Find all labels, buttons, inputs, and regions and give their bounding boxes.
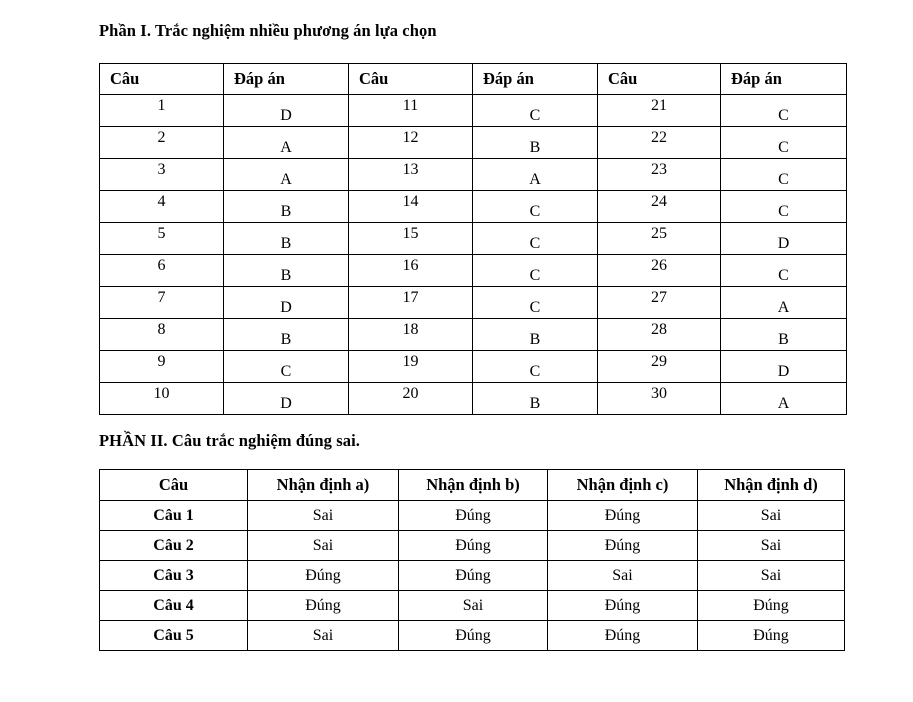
table-row [100, 159, 847, 191]
answer-letter [473, 127, 598, 159]
answer-letter [473, 223, 598, 255]
verdict-d: Sai [698, 501, 845, 531]
verdict-c: Đúng [548, 531, 698, 561]
header-answer-1: Đáp án [224, 64, 349, 95]
verdict-c: Đúng [548, 501, 698, 531]
answer-letter [473, 287, 598, 319]
verdict-d: Sai [698, 531, 845, 561]
answer-letter [473, 255, 598, 287]
question-number [598, 287, 721, 319]
answer-letter-text: C [529, 267, 541, 284]
question-number [100, 223, 224, 255]
verdict-c: Đúng [548, 621, 698, 651]
verdict-c: Đúng [548, 591, 698, 621]
answer-letter-text: C [529, 203, 541, 220]
answer-letter-text: B [280, 235, 292, 252]
question-number-text: 22 [651, 129, 667, 146]
question-number-text: 8 [157, 321, 166, 338]
header-statement-b: Nhận định b) [399, 470, 548, 501]
answer-letter-text: C [778, 203, 789, 220]
question-number [100, 191, 224, 223]
answer-letter [224, 383, 349, 415]
question-number-text: 26 [651, 257, 667, 274]
question-number-text: 11 [402, 97, 419, 114]
question-number [100, 159, 224, 191]
question-number-text: 16 [402, 257, 419, 274]
table-row [100, 351, 847, 383]
question-number [598, 159, 721, 191]
question-label: Câu 4 [100, 591, 248, 621]
question-number [349, 383, 473, 415]
table-row [100, 287, 847, 319]
answer-letter [721, 383, 847, 415]
answer-letter [224, 223, 349, 255]
answer-letter-text: B [778, 331, 789, 348]
header-question-3: Câu [598, 64, 721, 95]
question-number [598, 255, 721, 287]
verdict-a: Sai [248, 621, 399, 651]
question-number [349, 223, 473, 255]
answer-letter-text: B [529, 331, 541, 348]
answer-letter-text: C [280, 363, 292, 380]
question-number-text: 28 [651, 321, 667, 338]
verdict-d: Sai [698, 561, 845, 591]
question-number [349, 319, 473, 351]
question-number-text: 18 [402, 321, 419, 338]
question-number-text: 3 [157, 161, 166, 178]
true-false-answer-table [99, 469, 845, 651]
verdict-b: Đúng [399, 501, 548, 531]
multiple-choice-answer-table [99, 63, 847, 415]
question-number-text: 7 [157, 289, 166, 306]
table-row [100, 501, 845, 531]
header-answer-3: Đáp án [721, 64, 847, 95]
answer-letter-text: C [529, 363, 541, 380]
question-number [349, 127, 473, 159]
answer-letter-text: B [529, 139, 541, 156]
question-number-text: 25 [651, 225, 667, 242]
verdict-b: Sai [399, 591, 548, 621]
verdict-b: Đúng [399, 621, 548, 651]
answer-letter [473, 351, 598, 383]
question-number-text: 15 [402, 225, 419, 242]
table-row [100, 255, 847, 287]
answer-letter-text: B [280, 203, 292, 220]
answer-letter-text: C [529, 299, 541, 316]
question-number [100, 351, 224, 383]
verdict-a: Sai [248, 531, 399, 561]
header-question-1: Câu [100, 64, 224, 95]
answer-letter [473, 95, 598, 127]
question-number [349, 287, 473, 319]
question-number [598, 223, 721, 255]
question-number-text: 27 [651, 289, 667, 306]
question-number [598, 351, 721, 383]
question-number [100, 95, 224, 127]
question-number [349, 95, 473, 127]
question-number-text: 12 [402, 129, 419, 146]
verdict-d: Đúng [698, 621, 845, 651]
verdict-d: Đúng [698, 591, 845, 621]
answer-letter-text: D [280, 395, 292, 412]
question-number-text: 30 [651, 385, 667, 402]
answer-letter-text: B [529, 395, 541, 412]
table-header-row [100, 470, 845, 501]
question-number [100, 319, 224, 351]
verdict-c: Sai [548, 561, 698, 591]
question-number-text: 2 [157, 129, 166, 146]
answer-letter-text: C [778, 267, 789, 284]
answer-letter [224, 159, 349, 191]
question-number-text: 21 [651, 97, 667, 114]
answer-letter-text: C [529, 107, 541, 124]
header-statement-d: Nhận định d) [698, 470, 845, 501]
answer-letter-text: A [280, 171, 292, 188]
question-number-text: 1 [157, 97, 166, 114]
answer-letter [721, 255, 847, 287]
question-number-text: 5 [157, 225, 166, 242]
answer-letter [721, 95, 847, 127]
question-number [598, 383, 721, 415]
question-number [100, 255, 224, 287]
question-number [100, 127, 224, 159]
question-number-text: 10 [153, 385, 170, 402]
table-row [100, 531, 845, 561]
answer-letter [721, 223, 847, 255]
question-number-text: 4 [157, 193, 166, 210]
answer-letter [224, 287, 349, 319]
question-number [598, 191, 721, 223]
answer-letter [224, 191, 349, 223]
answer-letter [721, 127, 847, 159]
answer-letter-text: A [777, 299, 790, 316]
question-number [349, 351, 473, 383]
table-header-row [100, 64, 847, 95]
question-number-text: 20 [402, 385, 419, 402]
question-number [100, 287, 224, 319]
question-number-text: 17 [402, 289, 419, 306]
answer-letter [721, 287, 847, 319]
table-row [100, 561, 845, 591]
question-label: Câu 2 [100, 531, 248, 561]
header-question: Câu [100, 470, 248, 501]
question-number [598, 319, 721, 351]
table-row [100, 591, 845, 621]
question-number-text: 13 [402, 161, 419, 178]
header-statement-c: Nhận định c) [548, 470, 698, 501]
question-number-text: 9 [157, 353, 166, 370]
table-row [100, 127, 847, 159]
answer-letter [224, 95, 349, 127]
answer-letter [473, 159, 598, 191]
answer-letter [721, 191, 847, 223]
question-number [349, 191, 473, 223]
table-row [100, 319, 847, 351]
answer-letter-text: B [280, 267, 292, 284]
question-label: Câu 5 [100, 621, 248, 651]
question-number [598, 95, 721, 127]
part-1-heading: Phần I. Trắc nghiệm nhiều phương án lựa chọn [99, 21, 437, 40]
header-statement-a: Nhận định a) [248, 470, 399, 501]
answer-letter-text: D [777, 235, 790, 252]
answer-letter [224, 127, 349, 159]
answer-letter-text: C [778, 171, 789, 188]
question-number [349, 255, 473, 287]
answer-letter [473, 191, 598, 223]
answer-letter-text: C [778, 107, 789, 124]
verdict-b: Đúng [399, 561, 548, 591]
answer-letter [721, 351, 847, 383]
answer-letter-text: B [280, 331, 292, 348]
answer-letter [473, 319, 598, 351]
part-2-heading: PHẦN II. Câu trắc nghiệm đúng sai. [99, 431, 361, 450]
verdict-a: Sai [248, 501, 399, 531]
answer-letter [721, 319, 847, 351]
question-number-text: 19 [402, 353, 419, 370]
answer-letter-text: D [280, 107, 292, 124]
answer-letter-text: D [280, 299, 292, 316]
question-number [598, 127, 721, 159]
answer-letter-text: A [529, 171, 541, 188]
question-number-text: 29 [651, 353, 667, 370]
question-number-text: 14 [402, 193, 419, 210]
question-number [349, 159, 473, 191]
header-answer-2: Đáp án [473, 64, 598, 95]
answer-letter-text: A [777, 395, 790, 412]
table-row [100, 191, 847, 223]
question-number-text: 23 [651, 161, 667, 178]
verdict-a: Đúng [248, 561, 399, 591]
answer-letter-text: C [529, 235, 541, 252]
question-number-text: 6 [157, 257, 166, 274]
table-row [100, 95, 847, 127]
answer-letter [224, 351, 349, 383]
answer-letter-text: C [778, 139, 789, 156]
table-row [100, 621, 845, 651]
answer-letter-text: D [777, 363, 790, 380]
answer-letter [224, 255, 349, 287]
verdict-a: Đúng [248, 591, 399, 621]
answer-letter [473, 383, 598, 415]
header-question-2: Câu [349, 64, 473, 95]
answer-letter-text: A [280, 139, 292, 156]
table-row [100, 223, 847, 255]
question-label: Câu 1 [100, 501, 248, 531]
table-row [100, 383, 847, 415]
answer-letter [721, 159, 847, 191]
verdict-b: Đúng [399, 531, 548, 561]
question-number-text: 24 [651, 193, 667, 210]
question-number [100, 383, 224, 415]
answer-letter [224, 319, 349, 351]
question-label: Câu 3 [100, 561, 248, 591]
